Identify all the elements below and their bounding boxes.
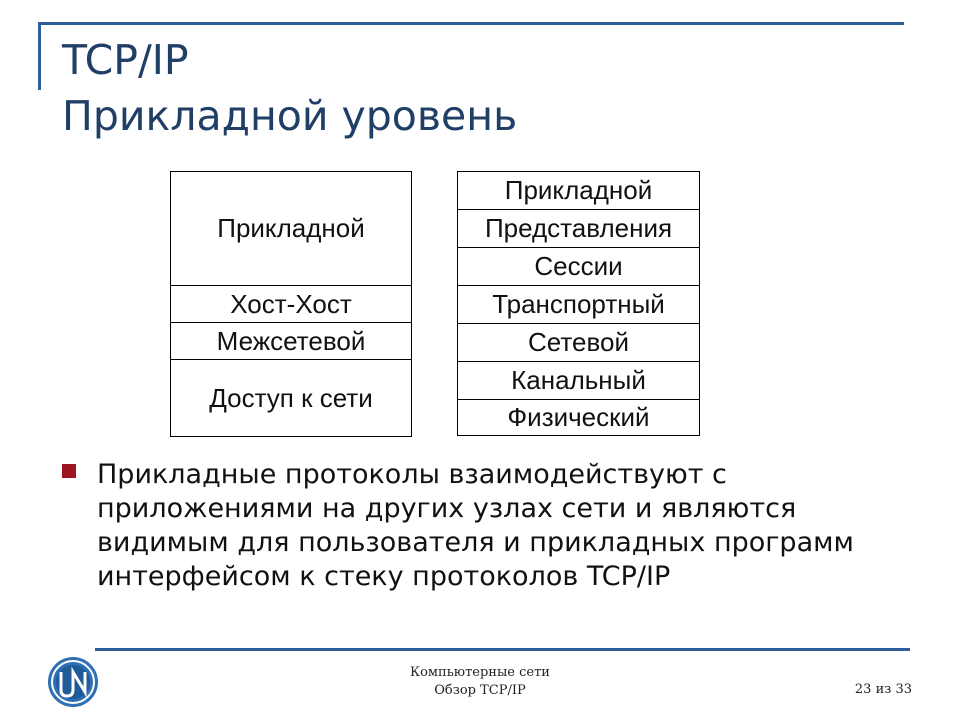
osi-layer-data-link: Канальный [457,361,700,400]
university-logo-icon [47,656,99,708]
osi-layer-application: Прикладной [457,171,700,210]
footer-course: Компьютерные сети [410,665,550,680]
title-line-2: Прикладной уровень [62,92,518,140]
tcpip-layer-network-access: Доступ к сети [170,359,412,437]
bullet-item: Прикладные протоколы взаимодействуют с приложениями на других узлах сети и являются видимым для пользователя и прикладных программ интерфейсом к стеку протоколов TCP/IP [97,459,854,592]
footer-topic: Обзор TCP/IP [434,683,526,698]
bullet-square-icon [62,464,76,478]
bottom-frame-line [95,648,910,651]
osi-model-stack [457,171,700,436]
slide-title [62,32,517,144]
osi-layer-session: Сессии [457,247,700,286]
left-frame-line [38,22,41,90]
osi-layer-physical: Физический [457,399,700,436]
osi-layer-presentation: Представления [457,209,700,248]
title-line-1: TCP/IP [62,36,189,84]
page-number: 23 из 33 [854,682,912,697]
osi-layer-transport: Транспортный [457,285,700,324]
tcpip-layer-internet: Межсетевой [170,322,412,360]
tcpip-layer-application: Прикладной [170,171,412,286]
tcpip-layer-host-to-host: Хост-Хост [170,285,412,323]
osi-layer-network: Сетевой [457,323,700,362]
top-frame-line [38,22,904,25]
tcpip-model-stack [170,171,412,437]
footer-caption [330,664,630,700]
